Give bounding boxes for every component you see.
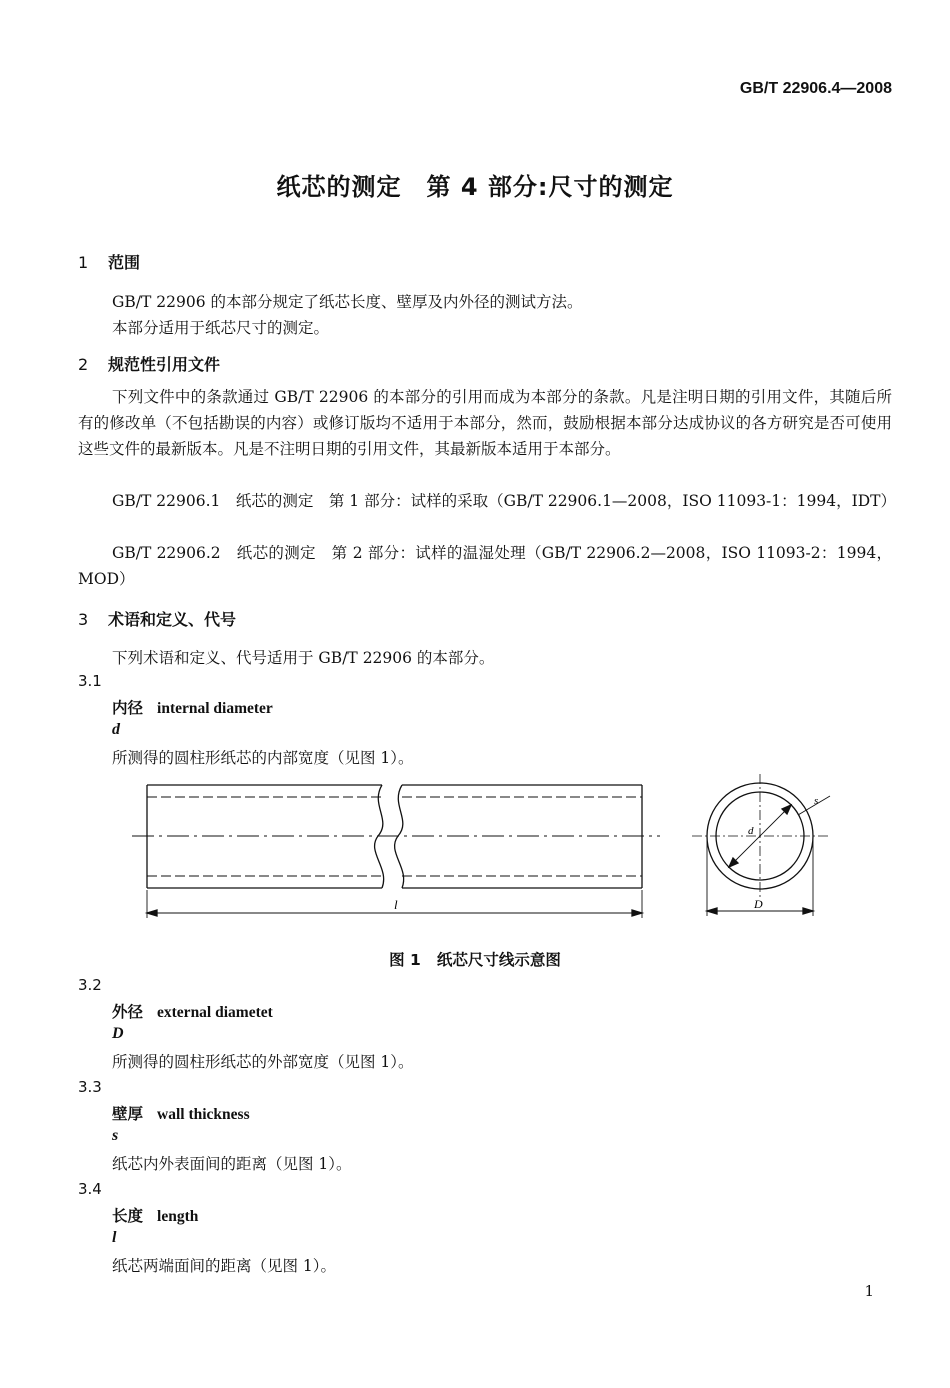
term-number: 3.4 (78, 1180, 102, 1198)
section-3-heading (78, 607, 236, 630)
section-number: 3 (78, 610, 89, 629)
figure-caption-text: 纸芯尺寸线示意图 (436, 951, 561, 969)
section-title: 规范性引用文件 (108, 355, 221, 374)
tube-cross-section (692, 774, 830, 916)
figure-label: 图 1 (389, 951, 421, 969)
term-english: length (157, 1208, 199, 1225)
section-title: 范围 (108, 253, 141, 272)
term-chinese: 长度 (112, 1207, 144, 1225)
term-symbol: s (112, 1127, 119, 1144)
scope-paragraph-2: 本部分适用于纸芯尺寸的测定。 (112, 319, 330, 337)
length-dimension-label: l (394, 897, 398, 912)
document-title: 纸芯的测定 第 4 部分:尺寸的测定 (276, 173, 674, 201)
reference-item-1: GB/T 22906.1 纸芯的测定 第 1 部分：试样的采取（GB/T 22906.1—2008，ISO 11093-1：1994，IDT） (112, 492, 896, 510)
inner-diameter-label: d (748, 825, 754, 837)
term-number: 3.3 (78, 1078, 102, 1096)
normative-references-paragraph: 下列文件中的条款通过 GB/T 22906 的本部分的引用而成为本部分的条款。凡是注明日期的引用文件，其随后所有的修改单（不包括勘误的内容）或修订版均不适用于本部分，然而，鼓励根据本部分达成协议的各方研究是否可使用这些文件的最新版本。凡是不注明日期的引用文件，其最新版本适用于本部分。 (78, 388, 892, 458)
term-chinese: 外径 (112, 1003, 144, 1021)
wall-thickness-label: s (814, 795, 819, 807)
section-number: 2 (78, 355, 89, 374)
term-symbol: d (112, 721, 120, 738)
term-heading (112, 1000, 273, 1022)
scope-paragraph-1: GB/T 22906 的本部分规定了纸芯长度、壁厚及内外径的测试方法。 (112, 293, 583, 311)
term-definition: 纸芯两端面间的距离（见图 1）。 (112, 1257, 337, 1275)
term-number: 3.2 (78, 976, 102, 994)
term-symbol: l (112, 1229, 117, 1246)
term-definition: 所测得的圆柱形纸芯的外部宽度（见图 1）。 (112, 1053, 414, 1071)
term-english: internal diameter (157, 700, 273, 717)
term-heading (112, 696, 273, 718)
term-chinese: 内径 (112, 699, 144, 717)
section-2-heading (78, 352, 220, 375)
section-title: 术语和定义、代号 (108, 610, 237, 629)
term-definition: 纸芯内外表面间的距离（见图 1）。 (112, 1155, 352, 1173)
standard-number: GB/T 22906.4—2008 (739, 80, 892, 97)
section-1-heading (78, 250, 140, 273)
figure-1-drawing (120, 770, 840, 930)
terms-intro-paragraph: 下列术语和定义、代号适用于 GB/T 22906 的本部分。 (112, 649, 495, 667)
section-number: 1 (78, 253, 89, 272)
reference-item-2: GB/T 22906.2 纸芯的测定 第 2 部分：试样的温湿处理（GB/T 22906.2—2008，ISO 11093-2：1994，MOD） (78, 544, 892, 588)
term-number: 3.1 (78, 672, 102, 690)
outer-diameter-label: D (754, 897, 763, 911)
figure-caption (0, 948, 950, 970)
term-english: wall thickness (157, 1106, 250, 1123)
term-chinese: 壁厚 (112, 1105, 144, 1123)
page-number: 1 (864, 1282, 874, 1300)
term-definition: 所测得的圆柱形纸芯的内部宽度（见图 1）。 (112, 749, 414, 767)
term-symbol: D (112, 1025, 124, 1042)
term-heading (112, 1102, 250, 1124)
term-heading (112, 1204, 198, 1226)
term-english: external diametet (157, 1004, 273, 1021)
